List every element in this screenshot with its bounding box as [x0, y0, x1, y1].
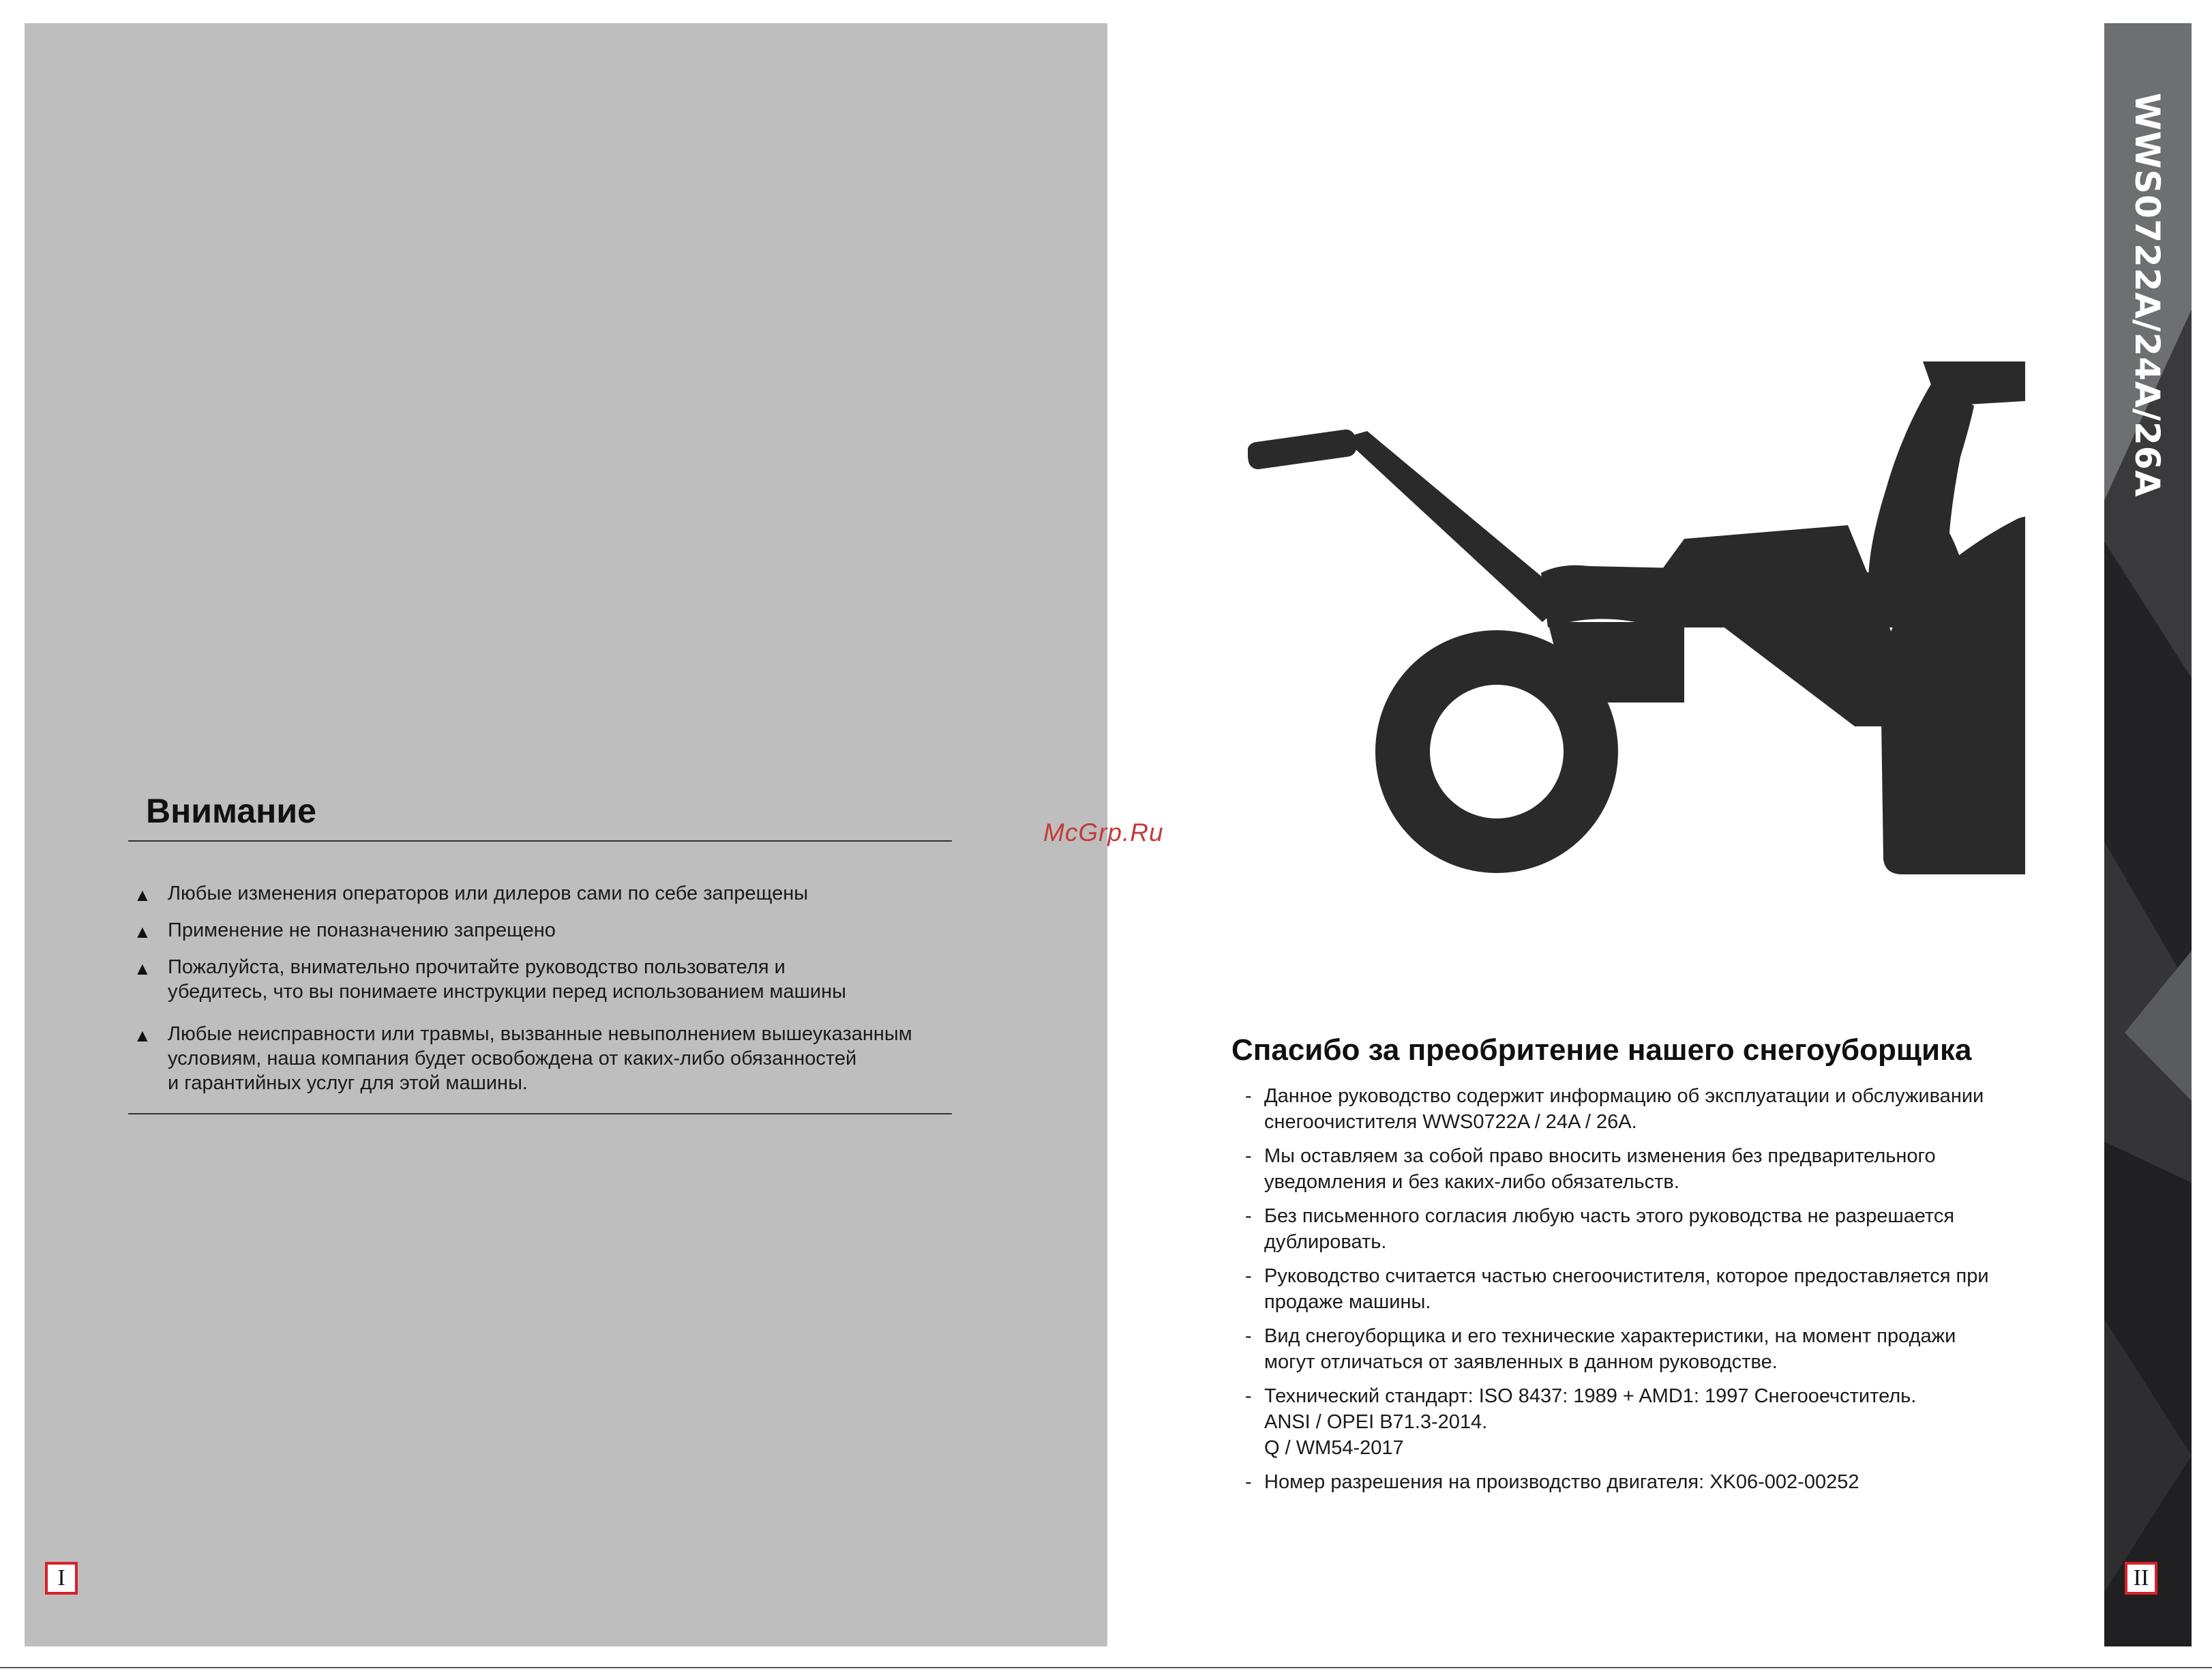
warning-triangle-icon: ▲: [134, 921, 151, 942]
attention-divider-bottom: [128, 1113, 952, 1114]
info-item: - Технический стандарт: ISO 8437: 1989 + AMD1: 1997 Снегооечститель. ANSI / OPEI B71.3-2014. Q / WM54-2017: [1242, 1383, 2088, 1461]
info-item: - Вид снегоуборщика и его технические характеристики, на момент продажи могут отличаться от заявленных в данном руководстве.: [1242, 1323, 2088, 1375]
info-item: - Руководство считается частью снегоочистителя, которое предоставляется при продаже машины.: [1242, 1263, 2088, 1315]
attention-title: Внимание: [146, 792, 316, 830]
left-page: [25, 23, 1107, 1646]
info-item: - Без письменного согласия любую часть этого руководства не разрешается дублировать.: [1242, 1203, 2088, 1255]
info-item: - Мы оставляем за собой право вносить изменения без предварительного уведомления и без каких-либо обязательств.: [1242, 1143, 2088, 1195]
snow-blower-icon: [1248, 321, 2025, 893]
attention-item: ▲ Любые неисправности или травмы, вызванные невыполнением вышеуказанным условиям, наша компания будет освобождена от каких-либо обязанностей и гарантийных услуг для этой машины.: [134, 1023, 912, 1094]
bottom-border: [0, 1667, 2212, 1668]
warning-triangle-icon: ▲: [134, 958, 151, 979]
warning-triangle-icon: ▲: [134, 1025, 151, 1046]
attention-item: ▲ Пожалуйста, внимательно прочитайте руководство пользователя и убедитесь, что вы понимаете инструкции перед использованием машины: [134, 956, 846, 1003]
attention-item: ▲ Применение не поназначению запрещено: [134, 918, 966, 943]
info-item: - Данное руководство содержит информацию об эксплуатации и обслуживании снегоочистителя WWS0722A / 24A / 26A.: [1242, 1083, 2088, 1135]
attention-divider-top: [128, 840, 952, 842]
page-number-left: I: [45, 1562, 78, 1595]
attention-item: ▲ Любые изменения операторов или дилеров сами по себе запрещены: [134, 881, 966, 906]
page-number-right: II: [2125, 1562, 2157, 1595]
warning-triangle-icon: ▲: [134, 885, 151, 905]
info-item: - Номер разрешения на производство двигателя: XK06-002-00252: [1242, 1469, 2088, 1495]
attention-list: [134, 881, 966, 1095]
info-list: [1242, 1083, 2088, 1503]
model-number: WWS0722A/24A/26A: [2127, 93, 2167, 498]
watermark: McGrp.Ru: [1043, 818, 1164, 846]
thanks-title: Спасибо за преобритение нашего снегоуборщика: [1231, 1033, 1972, 1067]
